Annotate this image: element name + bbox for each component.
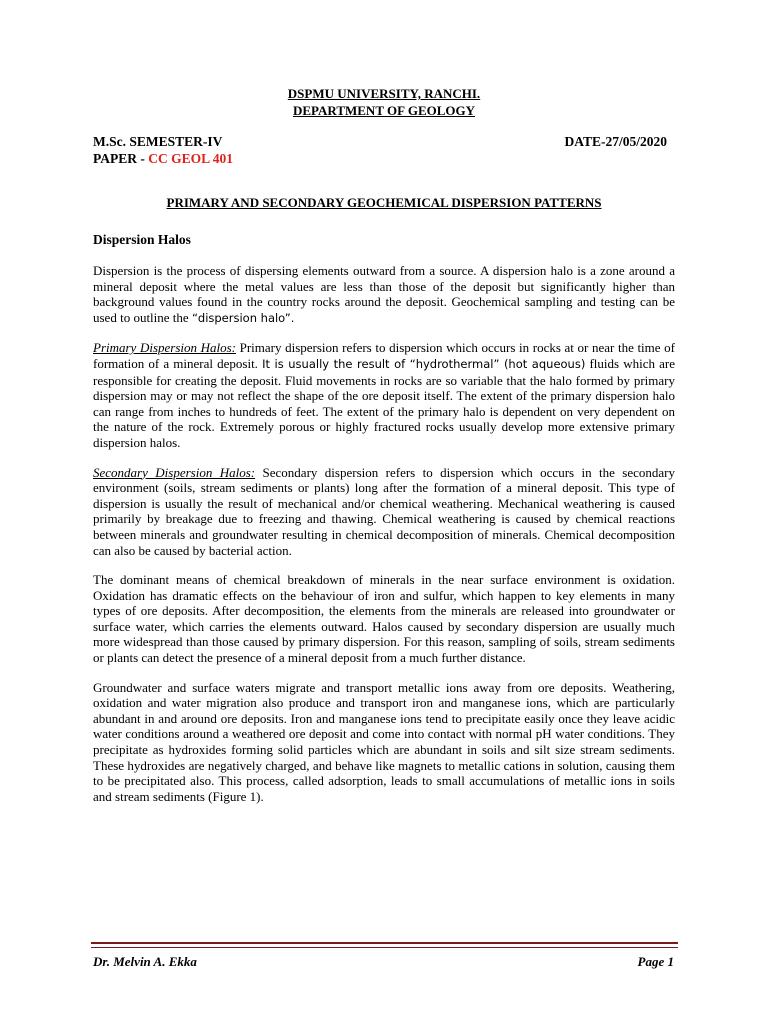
body-text bbox=[93, 263, 675, 818]
paragraph-text: Dispersion is the process of dispersing elements outward from a source. A dispersion halo is a zone around a mineral deposit where the metal values are less than those of the deposit but significantly higher than background values found in the country rocks around the deposit. Geochemical sampling and testing can be used to outline the bbox=[93, 263, 675, 325]
date-label: DATE-27/05/2020 bbox=[564, 134, 667, 149]
section-heading: Dispersion Halos bbox=[93, 232, 191, 247]
footer-rule bbox=[91, 942, 678, 948]
paragraph-groundwater: Groundwater and surface waters migrate and transport metallic ions away from ore deposits. Weathering, oxidation and water migration also produce and transport iron and manganese ions, which are particularly abundant in and around ore deposits. Iron and manganese ions tend to precipitate easily once they leave acidic water conditions around a weathered ore deposit and come into contact with normal pH water conditions. They precipitate as hydroxides forming solid particles which are abundant in soils and silt size stream sediments. These hydroxides are negatively charged, and behave like magnets to metallic cations in solution, causing them to be precipitated also. This process, called adsorption, leads to small accumulations of metallic ions in soils and stream sediments (Figure 1). bbox=[93, 679, 675, 804]
semester-label: M.Sc. SEMESTER-IV bbox=[93, 134, 223, 149]
secondary-halos-lead: Secondary Dispersion Halos: bbox=[93, 464, 256, 480]
footer-author: Dr. Melvin A. Ekka bbox=[93, 954, 197, 969]
paragraph-primary-halos bbox=[93, 340, 675, 450]
paragraph-dispersion bbox=[93, 263, 675, 326]
paragraph-oxidation: The dominant means of chemical breakdown of minerals in the near surface environment is oxidation. Oxidation has dramatic effects on the behaviour of iron and sulfur, which happen to key elements in many types of ore deposits. After decomposition, the elements from the minerals are released into groundwater or surface water, which carries the elements outward. Halos caused by secondary dispersion are usually much more widespread than those caused by primary dispersion. For this reason, sampling of soils, stream sediments or plants can detect the presence of a mineral deposit from a much further distance. bbox=[93, 572, 675, 666]
paragraph-text: fluids which are responsible for creating the deposit. Fluid movements in rocks are so variable that the halo formed by primary dispersion may or may not reflect the shape of the ore deposit itself. The extent of the primary dispersion halo can range from inches to hundreds of feet. The extent of the primary halo is dependent on very dependent on the nature of the rock. Extremely porous or highly fractured rocks usually develop more extensive primary dispersion halos. bbox=[93, 355, 675, 450]
department-title: DEPARTMENT OF GEOLOGY bbox=[292, 103, 476, 118]
paragraph-text: Primary dispersion refers to dispersion which occurs in rocks at or near the time of formation of a mineral deposit. bbox=[93, 340, 675, 371]
paragraph-text: Secondary dispersion refers to dispersion which occurs in the secondary environment (soils, stream sediments or plants) long after the formation of a mineral deposit. This type of dispersion is usually the result of mechanical and/or chemical weathering. Mechanical weathering is caused primarily by breakage due to freezing and thawing. Chemical weathering is caused by chemical reactions between minerals and groundwater resulting in chemical decomposition of minerals. Chemical decomposition can also be caused by bacterial action. bbox=[93, 464, 675, 558]
document-title: PRIMARY AND SECONDARY GEOCHEMICAL DISPERSION PATTERNS bbox=[166, 195, 602, 210]
paragraph-text: “dispersion halo”. bbox=[191, 310, 295, 325]
paper-code: CC GEOL 401 bbox=[148, 151, 234, 166]
paper-row bbox=[93, 151, 675, 167]
primary-halos-lead: Primary Dispersion Halos: bbox=[93, 340, 236, 356]
footer-page-number: Page 1 bbox=[637, 954, 674, 969]
paragraph-secondary-halos bbox=[93, 465, 675, 559]
footer bbox=[93, 954, 678, 970]
semester-row bbox=[93, 134, 675, 150]
paragraph-text: It is usually the result of “hydrothermal” (hot aqueous) bbox=[262, 356, 586, 371]
paper-label: PAPER - bbox=[93, 151, 149, 166]
university-title: DSPMU UNIVERSITY, RANCHI. bbox=[287, 86, 481, 101]
